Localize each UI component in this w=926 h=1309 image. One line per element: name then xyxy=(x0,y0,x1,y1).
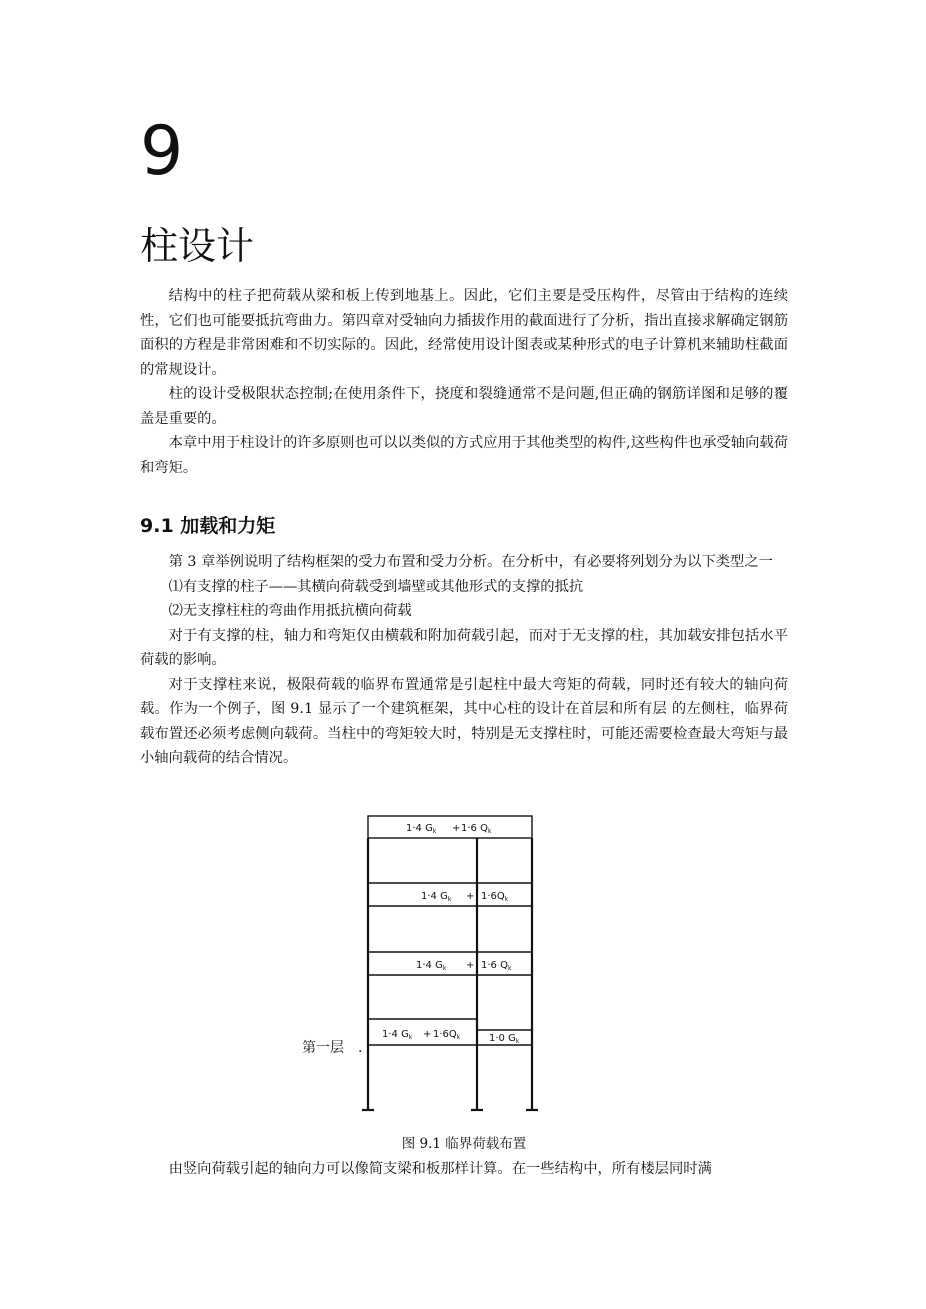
floor-1-load-g: 1·4 $G_k$ xyxy=(382,1029,413,1041)
closing-paragraph: 由竖向荷载引起的轴向力可以像简支梁和板那样计算。在一些结构中，所有楼层同时满 xyxy=(168,1161,712,1177)
roof-load-g: 1·4 $G_k$ xyxy=(406,823,437,835)
floor-3-load-plus: + xyxy=(466,891,475,902)
section-title: 9.1 加载和力矩 xyxy=(140,515,276,537)
floor-1-load-q: $1\cdot 6Q_k$ xyxy=(433,1029,461,1041)
intro-paragraph-3: 本章中用于柱设计的许多原则也可以以类似的方式应用于其他类型的构件,这些构件也承受轴向载荷和弯矩。 xyxy=(140,435,788,476)
list-item-unbraced: ⑵无支撑柱柱的弯曲作用抵抗横向荷载 xyxy=(168,603,412,619)
section-text xyxy=(140,550,788,771)
floor-2-load-plus: + xyxy=(466,960,475,971)
roof-load-band xyxy=(368,816,532,838)
frame-lines xyxy=(362,816,538,1110)
roof-load-plus: + xyxy=(452,823,461,834)
floor-2-load-q: 1·6 $Q_k$ xyxy=(481,960,512,972)
load-labels xyxy=(382,823,520,1045)
floor-1-load-plus: + xyxy=(423,1029,432,1040)
floor-3-load-g: 1·4 $G_k$ xyxy=(421,891,452,903)
closing-text xyxy=(140,1157,788,1182)
floor-marker: . xyxy=(358,1040,363,1056)
floor-label: 第一层 xyxy=(302,1040,344,1056)
list-item-braced: ⑴有支撑的柱子——其横向荷载受到墙壁或其他形式的支撑的抵抗 xyxy=(168,578,584,595)
intro-text xyxy=(140,284,788,480)
frame-figure xyxy=(290,808,550,1120)
dead-load-label: 1·0 $G_k$ xyxy=(489,1033,520,1045)
figure-caption: 图 9.1 临界荷载布置 xyxy=(401,1136,527,1152)
chapter-title: 柱设计 xyxy=(140,224,255,268)
section-paragraph-2: 对于有支撑的柱，轴力和弯矩仅由横载和附加荷载引起，而对于无支撑的柱，其加载安排包括水平荷载的影响。 xyxy=(140,627,788,668)
intro-paragraph-2: 柱的设计受极限状态控制;在使用条件下，挠度和裂缝通常不是问题,但正确的钢筋详图和足够的覆盖是重要的。 xyxy=(140,386,788,427)
section-paragraph-3: 对于支撑柱来说，极限荷载的临界布置通常是引起柱中最大弯矩的荷载，同时还有较大的轴向荷载。作为一个例子，图 9.1 显示了一个建筑框架，其中心柱的设计在首层和所有层 的左侧柱，临界荷载布置还必须考虑侧向载荷。当柱中的弯矩较大时，特别是无支撑柱时，可能还需要检查最大弯矩与最小轴向载荷的结合情况。 xyxy=(140,676,788,766)
floor-2-load-g: 1·4 $G_k$ xyxy=(416,960,447,972)
intro-paragraph-1: 结构中的柱子把荷载从梁和板上传到地基上。因此，它们主要是受压构件，尽管由于结构的连续性，它们也可能要抵抗弯曲力。第四章对受轴向力插拔作用的截面进行了分析，指出直接求解确定钢筋面积的方程是非常困难和不切实际的。因此，经常使用设计图表或某种形式的电子计算机来辅助柱截面的常规设计。 xyxy=(140,288,788,378)
section-paragraph-1: 第 3 章举例说明了结构框架的受力布置和受力分析。在分析中，有必要将列划分为以下类型之一 xyxy=(168,554,773,570)
chapter-number: 9 xyxy=(140,112,184,191)
floor-3-load-q: $1\cdot 6Q_k$ xyxy=(481,891,509,903)
roof-load-q: 1·6 $Q_k$ xyxy=(461,823,492,835)
frame-diagram xyxy=(290,808,550,1120)
